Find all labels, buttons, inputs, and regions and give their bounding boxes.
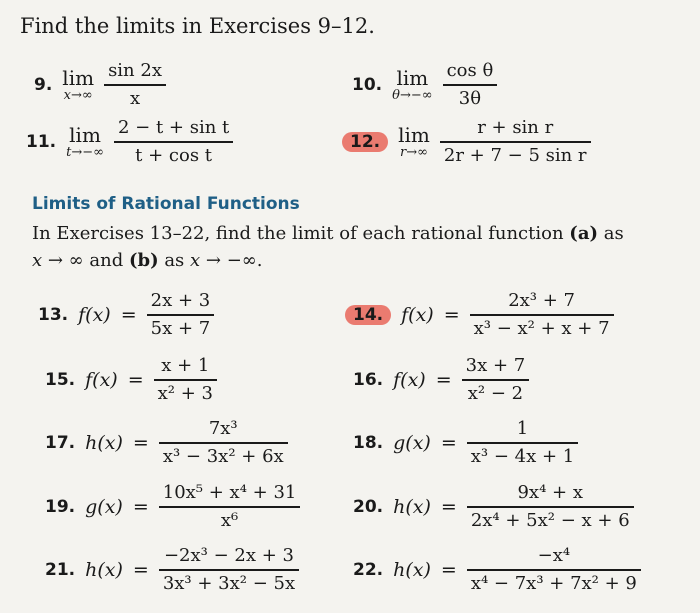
intro-text: In Exercises 13–22, find the limit of each rational function <box>32 223 570 244</box>
fraction <box>443 60 498 110</box>
denominator: x² + 3 <box>157 382 213 404</box>
page-title: Find the limits in Exercises 9–12. <box>20 14 375 38</box>
fraction-bar <box>467 442 578 444</box>
lim-subscript: x→∞ <box>63 87 93 103</box>
exercise-number: 15. <box>45 369 76 390</box>
fraction <box>467 482 634 532</box>
function-name: h(x) <box>393 558 431 581</box>
denominator: 3θ <box>458 87 482 109</box>
fraction <box>154 355 217 405</box>
exercise-13 <box>38 290 214 340</box>
fraction-bar <box>467 569 641 571</box>
function-name: h(x) <box>393 495 431 518</box>
exercise-number: 9. <box>34 74 53 95</box>
denominator: 3x³ + 3x² − 5x <box>162 572 296 594</box>
numerator: sin 2x <box>108 60 162 81</box>
lim-text: lim <box>396 65 429 90</box>
exercise-number: 11. <box>26 131 57 152</box>
equals-sign: = <box>443 303 460 326</box>
exercise-number: 17. <box>45 432 76 453</box>
denominator: 5x + 7 <box>150 317 211 339</box>
denominator: x⁶ <box>220 509 239 531</box>
part-a-label: (a) <box>569 223 598 244</box>
equals-sign: = <box>127 368 144 391</box>
numerator: 2x³ + 7 <box>508 290 575 311</box>
function-name: f(x) <box>401 303 434 326</box>
equals-sign: = <box>440 495 457 518</box>
fraction-bar <box>147 314 215 316</box>
fraction <box>147 290 215 340</box>
function-name: h(x) <box>85 431 123 454</box>
exercise-22 <box>353 545 641 595</box>
numerator: 9x⁴ + x <box>517 482 583 503</box>
fraction-bar <box>470 314 614 316</box>
exercise-number: 16. <box>353 369 384 390</box>
exercise-18 <box>353 418 578 468</box>
equals-sign: = <box>132 558 149 581</box>
function-name: h(x) <box>85 558 123 581</box>
function-name: f(x) <box>85 368 118 391</box>
intro-text: . <box>256 250 263 271</box>
fraction-bar <box>159 506 301 508</box>
exercise-number-highlighted: 14. <box>345 305 391 325</box>
function-name: f(x) <box>78 303 111 326</box>
exercise-number: 10. <box>352 74 383 95</box>
numerator: 2 − t + sin t <box>117 117 230 138</box>
fraction-bar <box>159 442 288 444</box>
numerator: 2x + 3 <box>150 290 211 311</box>
equals-sign: = <box>132 495 149 518</box>
exercise-number-highlighted: 12. <box>342 132 388 152</box>
exercise-number: 13. <box>38 304 69 325</box>
exercise-20 <box>353 482 634 532</box>
numerator: 7x³ <box>208 418 238 439</box>
lim-text: lim <box>398 122 430 147</box>
intro-math: x → −∞ <box>190 250 257 271</box>
denominator: x³ − 3x² + 6x <box>162 445 284 467</box>
fraction-bar <box>440 141 591 143</box>
fraction <box>159 482 301 532</box>
fraction <box>467 418 578 468</box>
fraction-bar <box>154 379 217 381</box>
denominator: x⁴ − 7x³ + 7x² + 9 <box>470 572 637 594</box>
exercise-number: 21. <box>45 559 76 580</box>
lim-text: lim <box>69 122 101 147</box>
lim-subscript: r→∞ <box>400 144 428 160</box>
fraction-bar <box>104 84 166 86</box>
numerator: 1 <box>516 418 529 439</box>
fraction-bar <box>443 84 498 86</box>
exercise-number: 18. <box>353 432 384 453</box>
fraction <box>159 418 288 468</box>
lim-text: lim <box>62 65 95 90</box>
lim-subscript: t→−∞ <box>66 144 104 160</box>
section-heading: Limits of Rational Functions <box>32 194 300 214</box>
exercise-19 <box>45 482 300 532</box>
denominator: x³ − 4x + 1 <box>470 445 575 467</box>
function-name: f(x) <box>393 368 426 391</box>
intro-math: x → ∞ <box>32 250 84 271</box>
fraction <box>104 60 166 110</box>
part-b-label: (b) <box>128 250 159 271</box>
exercise-11 <box>26 117 233 167</box>
denominator: x³ − x² + x + 7 <box>473 317 610 339</box>
fraction-bar <box>467 506 634 508</box>
fraction <box>159 545 299 595</box>
numerator: cos θ <box>446 60 494 81</box>
fraction <box>114 117 233 167</box>
equals-sign: = <box>120 303 137 326</box>
numerator: r + sin r <box>477 117 554 138</box>
equals-sign: = <box>132 431 149 454</box>
exercise-number: 20. <box>353 496 384 517</box>
exercise-21 <box>45 545 299 595</box>
limit-operator <box>392 67 432 103</box>
fraction-bar <box>462 379 530 381</box>
exercise-10 <box>352 60 497 110</box>
limit-operator <box>66 124 104 160</box>
exercise-15 <box>45 355 217 405</box>
fraction <box>470 290 614 340</box>
limit-operator <box>398 124 430 160</box>
equals-sign: = <box>440 558 457 581</box>
numerator: −2x³ − 2x + 3 <box>163 545 294 566</box>
exercise-number: 19. <box>45 496 76 517</box>
exercise-16 <box>353 355 529 405</box>
lim-subscript: θ→−∞ <box>392 87 433 103</box>
fraction-bar <box>159 569 299 571</box>
intro-text: and <box>83 250 129 271</box>
limit-operator <box>62 67 94 103</box>
exercise-14 <box>345 290 614 340</box>
numerator: x + 1 <box>161 355 210 376</box>
exercise-number: 22. <box>353 559 384 580</box>
exercise-17 <box>45 418 288 468</box>
exercise-9 <box>34 60 166 110</box>
section-instructions <box>32 220 682 274</box>
fraction-bar <box>114 141 233 143</box>
numerator: 3x + 7 <box>465 355 526 376</box>
intro-text: as <box>598 223 624 244</box>
fraction <box>467 545 641 595</box>
denominator: x² − 2 <box>467 382 524 404</box>
fraction <box>462 355 530 405</box>
denominator: x <box>129 87 141 109</box>
exercise-12 <box>342 117 591 167</box>
intro-text: as <box>158 250 191 271</box>
equals-sign: = <box>440 431 457 454</box>
function-name: g(x) <box>393 431 431 454</box>
denominator: 2r + 7 − 5 sin r <box>443 144 587 166</box>
numerator: 10x⁵ + x⁴ + 31 <box>162 482 297 503</box>
equals-sign: = <box>435 368 452 391</box>
denominator: t + cos t <box>135 144 213 166</box>
numerator: −x⁴ <box>537 545 571 566</box>
function-name: g(x) <box>85 495 123 518</box>
fraction <box>440 117 591 167</box>
denominator: 2x⁴ + 5x² − x + 6 <box>470 509 630 531</box>
